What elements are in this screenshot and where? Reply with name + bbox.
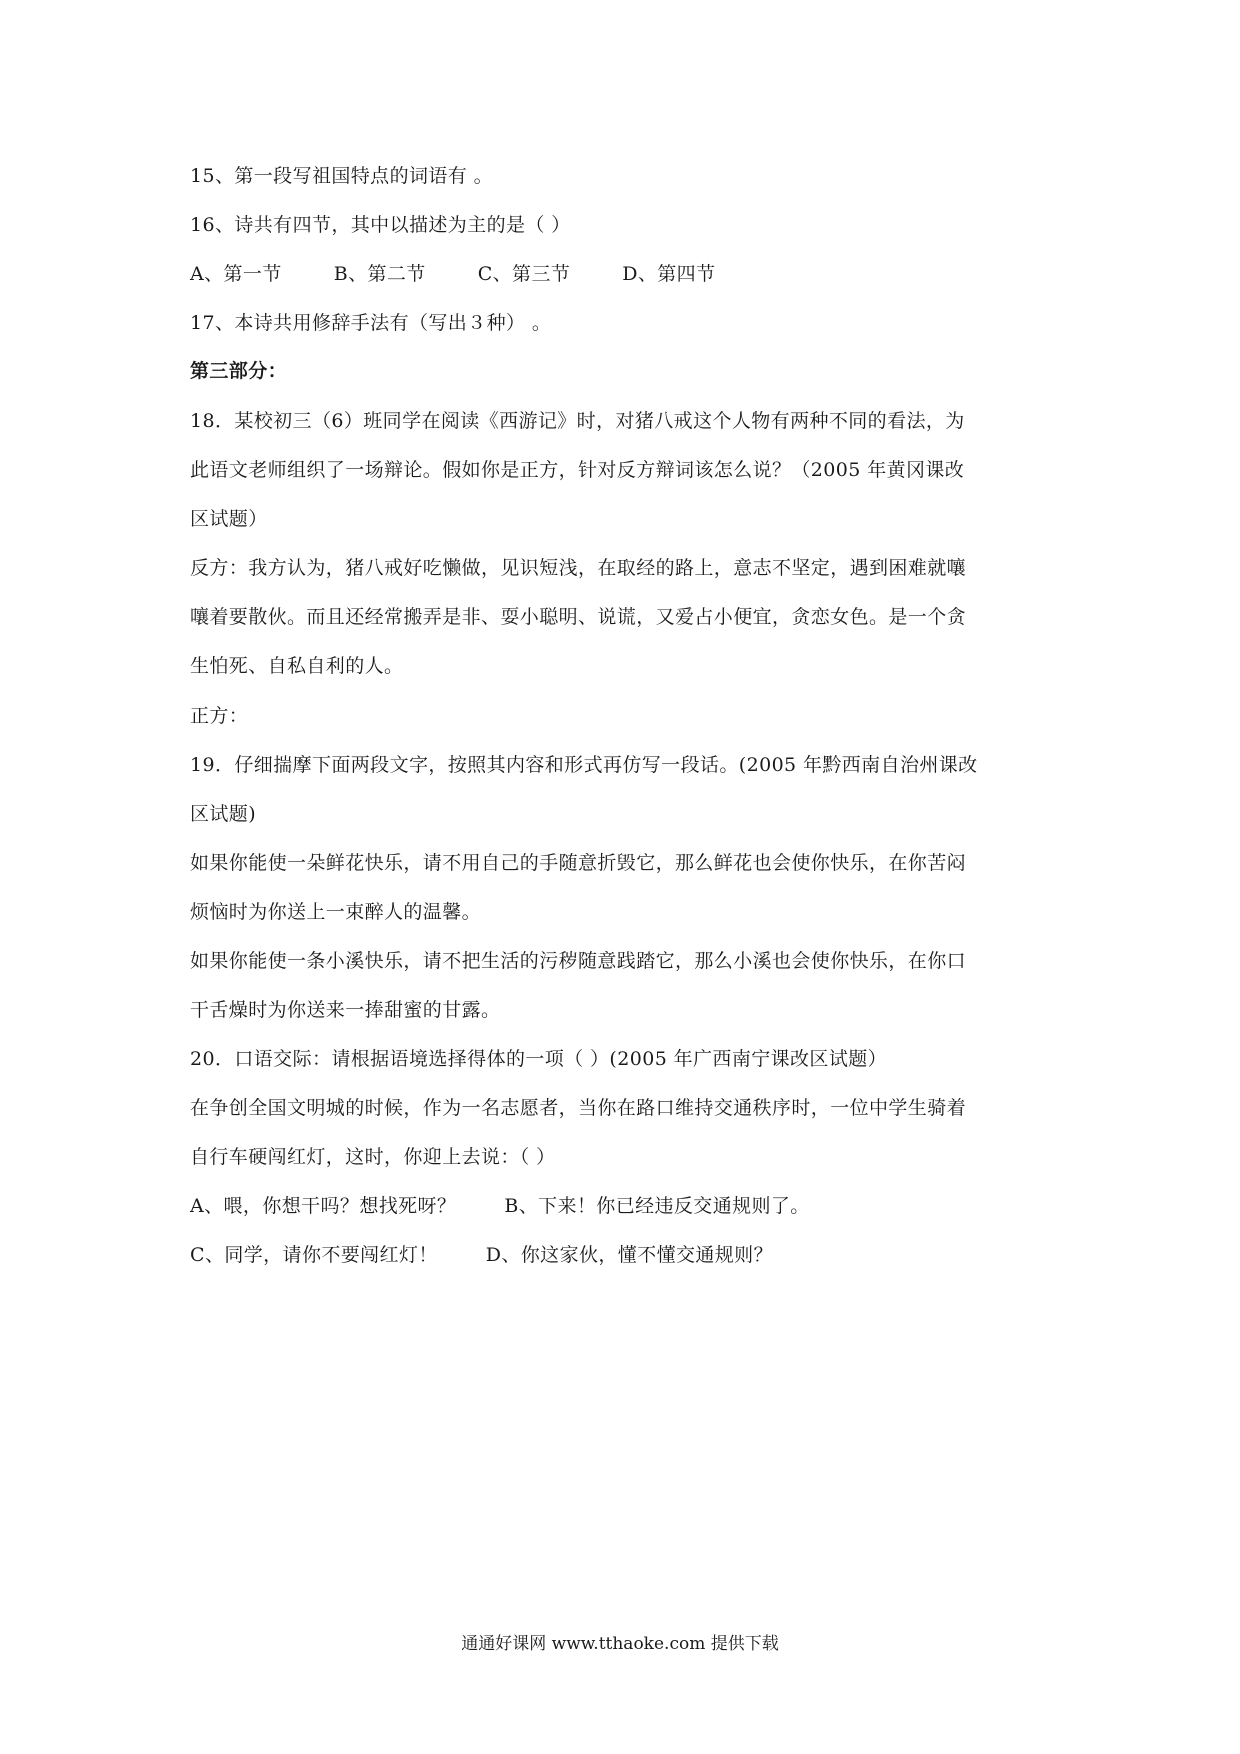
question-16-options <box>190 261 715 287</box>
question-16: 16、诗共有四节，其中以描述为主的是（ ） <box>190 214 571 236</box>
q19-passage-1-line-2: 烦恼时为你送上一束醉人的温馨。 <box>190 901 482 923</box>
q18-opposition-line-2: 嚷着要散伙。而且还经常搬弄是非、耍小聪明、说谎，又爱占小便宜，贪恋女色。是一个贪 <box>190 606 967 628</box>
question-20-options-ab <box>190 1193 810 1219</box>
question-20-options-cd <box>190 1242 773 1268</box>
option-a: A、喂，你想干吗？想找死呀？ <box>190 1195 457 1217</box>
question-20-line-2: 在争创全国文明城的时候，作为一名志愿者，当你在路口维持交通秩序时，一位中学生骑着 <box>190 1097 967 1119</box>
q19-passage-2-line-2: 干舌燥时为你送来一捧甜蜜的甘露。 <box>190 999 501 1021</box>
option-b: B、下来！你已经违反交通规则了。 <box>504 1195 810 1217</box>
q18-affirmative-label: 正方： <box>190 705 249 727</box>
option-c: C、第三节 <box>477 263 571 285</box>
section-heading-3: 第三部分： <box>190 360 288 382</box>
q18-opposition-line-1: 反方：我方认为，猪八戒好吃懒做，见识短浅，在取经的路上，意志不坚定，遇到困难就嚷 <box>190 557 967 579</box>
option-a: A、第一节 <box>190 263 282 285</box>
question-19-line-1: 19．仔细揣摩下面两段文字，按照其内容和形式再仿写一段话。(2005 年黔西南自治州课改 <box>190 754 978 776</box>
question-18-line-2: 此语文老师组织了一场辩论。假如你是正方，针对反方辩词该怎么说？（2005 年黄冈课改 <box>190 459 965 481</box>
question-18-line-1: 18．某校初三（6）班同学在阅读《西游记》时，对猪八戒这个人物有两种不同的看法，为 <box>190 410 965 432</box>
question-18-line-3: 区试题） <box>190 508 268 530</box>
question-15: 15、第一段写祖国特点的词语有 。 <box>190 165 494 187</box>
q19-passage-1-line-1: 如果你能使一朵鲜花快乐，请不用自己的手随意折毁它，那么鲜花也会使你快乐，在你苦闷 <box>190 852 967 874</box>
q18-opposition-line-3: 生怕死、自私自利的人。 <box>190 655 404 677</box>
page-footer: 通通好课网 www.tthaoke.com 提供下载 <box>461 1634 779 1654</box>
q19-passage-2-line-1: 如果你能使一条小溪快乐，请不把生活的污秽随意践踏它，那么小溪也会使你快乐，在你口 <box>190 950 967 972</box>
question-20-line-1: 20．口语交际：请根据语境选择得体的一项（ ）(2005 年广西南宁课改区试题） <box>190 1048 888 1070</box>
option-d: D、第四节 <box>622 263 716 285</box>
option-d: D、你这家伙，懂不懂交通规则？ <box>485 1244 773 1266</box>
option-b: B、第二节 <box>333 263 426 285</box>
question-20-line-3: 自行车硬闯红灯，这时，你迎上去说：（ ） <box>190 1146 556 1168</box>
question-17: 17、本诗共用修辞手法有（写出３种） 。 <box>190 312 552 334</box>
question-19-line-2: 区试题) <box>190 803 257 825</box>
option-c: C、同学，请你不要闯红灯！ <box>190 1244 438 1266</box>
